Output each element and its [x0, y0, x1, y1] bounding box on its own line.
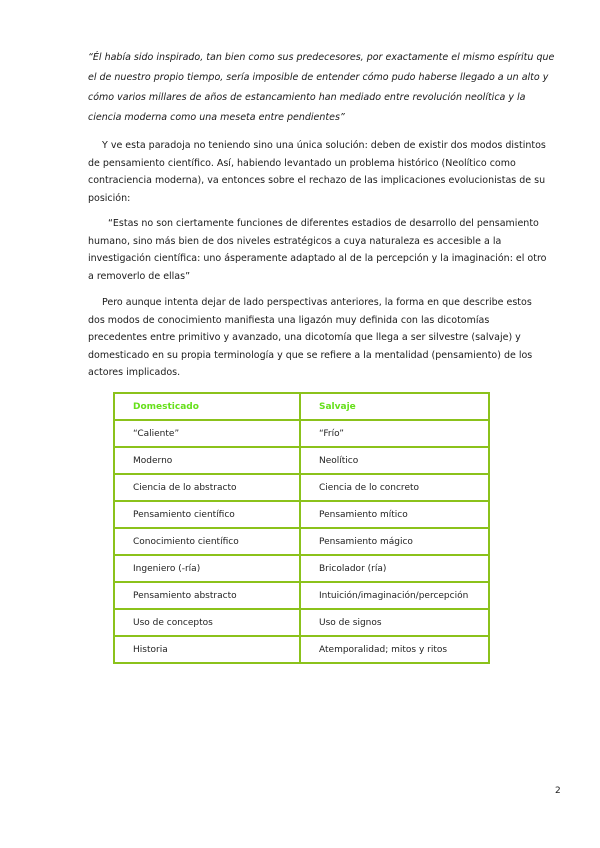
- table-cell: Neolítico: [300, 447, 489, 474]
- table-cell: Intuición/imaginación/percepción: [300, 582, 489, 609]
- table-header-salvaje: Salvaje: [300, 393, 489, 420]
- table-row: [114, 555, 489, 582]
- table-cell: Conocimiento científico: [114, 528, 300, 555]
- table-row: [114, 474, 489, 501]
- body-paragraph-2: Pero aunque intenta dejar de lado perspectivas anteriores, la forma en que describe estos dos modos de conocimiento manifiesta una ligazón muy definida con las dicotomías precedentes entre primitivo y avanzado, una dicotomía que llega a ser silvestre (salvaje) y domesticado en su propia terminología y que se refiere a la mentalidad (pensamiento) de los actores implicados.: [88, 297, 533, 378]
- table-cell: Atemporalidad; mitos y ritos: [300, 636, 489, 663]
- table-row: [114, 420, 489, 447]
- table-cell: Ciencia de lo abstracto: [114, 474, 300, 501]
- table-cell: “Caliente”: [114, 420, 300, 447]
- quote-paragraph-2: “Estas no son ciertamente funciones de diferentes estadios de desarrollo del pensamiento humano, sino más bien de dos niveles estratégicos a cuya naturaleza es accesible a la investigación científica: uno ásperamente adaptado al de la percepción y la imaginación: el otro a removerlo de ellas”: [88, 218, 547, 282]
- page-number: 2: [555, 786, 561, 796]
- table-cell: Bricolador (ría): [300, 555, 489, 582]
- table-cell: Moderno: [114, 447, 300, 474]
- table-row: [114, 447, 489, 474]
- comparison-table: [113, 392, 490, 664]
- table-row: [114, 501, 489, 528]
- table-row: [114, 528, 489, 555]
- table-cell: “Frío”: [300, 420, 489, 447]
- body-paragraph-1: Y ve esta paradoja no teniendo sino una única solución: deben de existir dos modos distintos de pensamiento científico. Así, habiendo levantado un problema histórico (Neolítico como contraciencia moderna), va entonces sobre el rechazo de las implicaciones evolucionistas de su posición:: [88, 140, 546, 204]
- quote-paragraph-1: “Él había sido inspirado, tan bien como sus predecesores, por exactamente el mismo espíritu que el de nuestro propio tiempo, sería imposible de entender cómo pudo haberse llegado a un alto y cómo varios millares de años de estancamiento han mediado entre revolución neolítica y la ciencia moderna como una meseta entre pendientes”: [88, 52, 555, 123]
- table-cell: Historia: [114, 636, 300, 663]
- table-row: [114, 582, 489, 609]
- table-cell: Pensamiento mítico: [300, 501, 489, 528]
- table-header-row: [114, 393, 489, 420]
- table-cell: Pensamiento mágico: [300, 528, 489, 555]
- table-cell: Pensamiento abstracto: [114, 582, 300, 609]
- table-row: [114, 609, 489, 636]
- table-cell: Ingeniero (-ría): [114, 555, 300, 582]
- table-row: [114, 636, 489, 663]
- table-header-domesticado: Domesticado: [114, 393, 300, 420]
- table-cell: Uso de conceptos: [114, 609, 300, 636]
- table-cell: Uso de signos: [300, 609, 489, 636]
- table-cell: Pensamiento científico: [114, 501, 300, 528]
- table-cell: Ciencia de lo concreto: [300, 474, 489, 501]
